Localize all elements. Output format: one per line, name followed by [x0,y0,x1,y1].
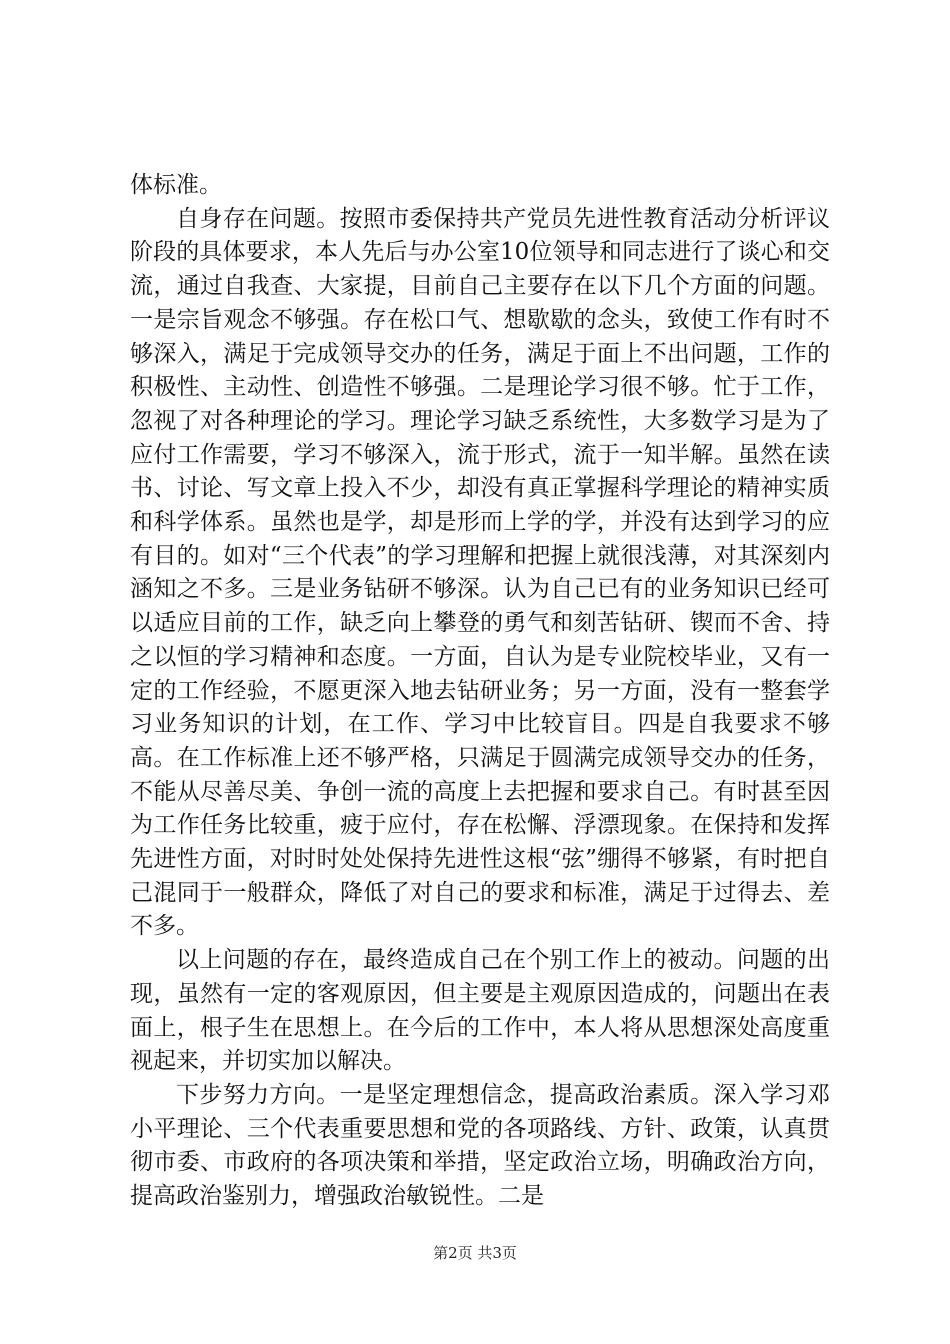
paragraph-future-direction: 下步努力方向。一是坚定理想信念，提高政治素质。深入学习邓小平理论、三个代表重要思想和党的各项路线、方针、政策，认真贯彻市委、市政府的各项决策和举措，坚定政治立场，明确政治方向，提高政治鉴别力，增强政治敏锐性。二是 [130,1081,830,1210]
paragraph-existing-problems: 自身存在问题。按照市委保持共产党员先进性教育活动分析评议阶段的具体要求，本人先后与办公室10位领导和同志进行了谈心和交流，通过自我查、大家提，目前自己主要存在以下几个方面的问题。一是宗旨观念不够强。存在松口气、想歇歇的念头，致使工作有时不够深入，满足于完成领导交办的任务，满足于面上不出问题，工作的积极性、主动性、创造性不够强。二是理论学习很不够。忙于工作，忽视了对各种理论的学习。理论学习缺乏系统性，大多数学习是为了应付工作需要，学习不够深入，流于形式，流于一知半解。虽然在读书、讨论、写文章上投入不少，却没有真正掌握科学理论的精神实质和科学体系。虽然也是学，却是形而上学的学，并没有达到学习的应有目的。如对“三个代表”的学习理解和把握上就很浅薄，对其深刻内涵知之不多。三是业务钻研不够深。认为自己已有的业务知识已经可以适应目前的工作，缺乏向上攀登的勇气和刻苦钻研、锲而不舍、持之以恒的学习精神和态度。一方面，自认为是专业院校毕业，又有一定的工作经验，不愿更深入地去钻研业务；另一方面，没有一整套学习业务知识的计划，在工作、学习中比较盲目。四是自我要求不够高。在工作标准上还不够严格，只满足于圆满完成领导交办的任务，不能从尽善尽美、争创一流的高度上去把握和要求自己。有时甚至因为工作任务比较重，疲于应付，存在松懈、浮漂现象。在保持和发挥先进性方面，对时时处处保持先进性这根“弦”绷得不够紧，有时把自己混同于一般群众，降低了对自己的要求和标准，满足于过得去、差不多。 [130,205,830,940]
page-number-footer: 第2页 共3页 [433,1244,517,1262]
paragraph-continuation: 体标准。 [130,172,222,198]
paragraph-problem-causes: 以上问题的存在，最终造成自己在个别工作上的被动。问题的出现，虽然有一定的客观原因，但主要是主观原因造成的，问题出在表面上，根子生在思想上。在今后的工作中，本人将从思想深处高度重视起来，并切实加以解决。 [130,947,830,1075]
document-body [130,169,830,1214]
